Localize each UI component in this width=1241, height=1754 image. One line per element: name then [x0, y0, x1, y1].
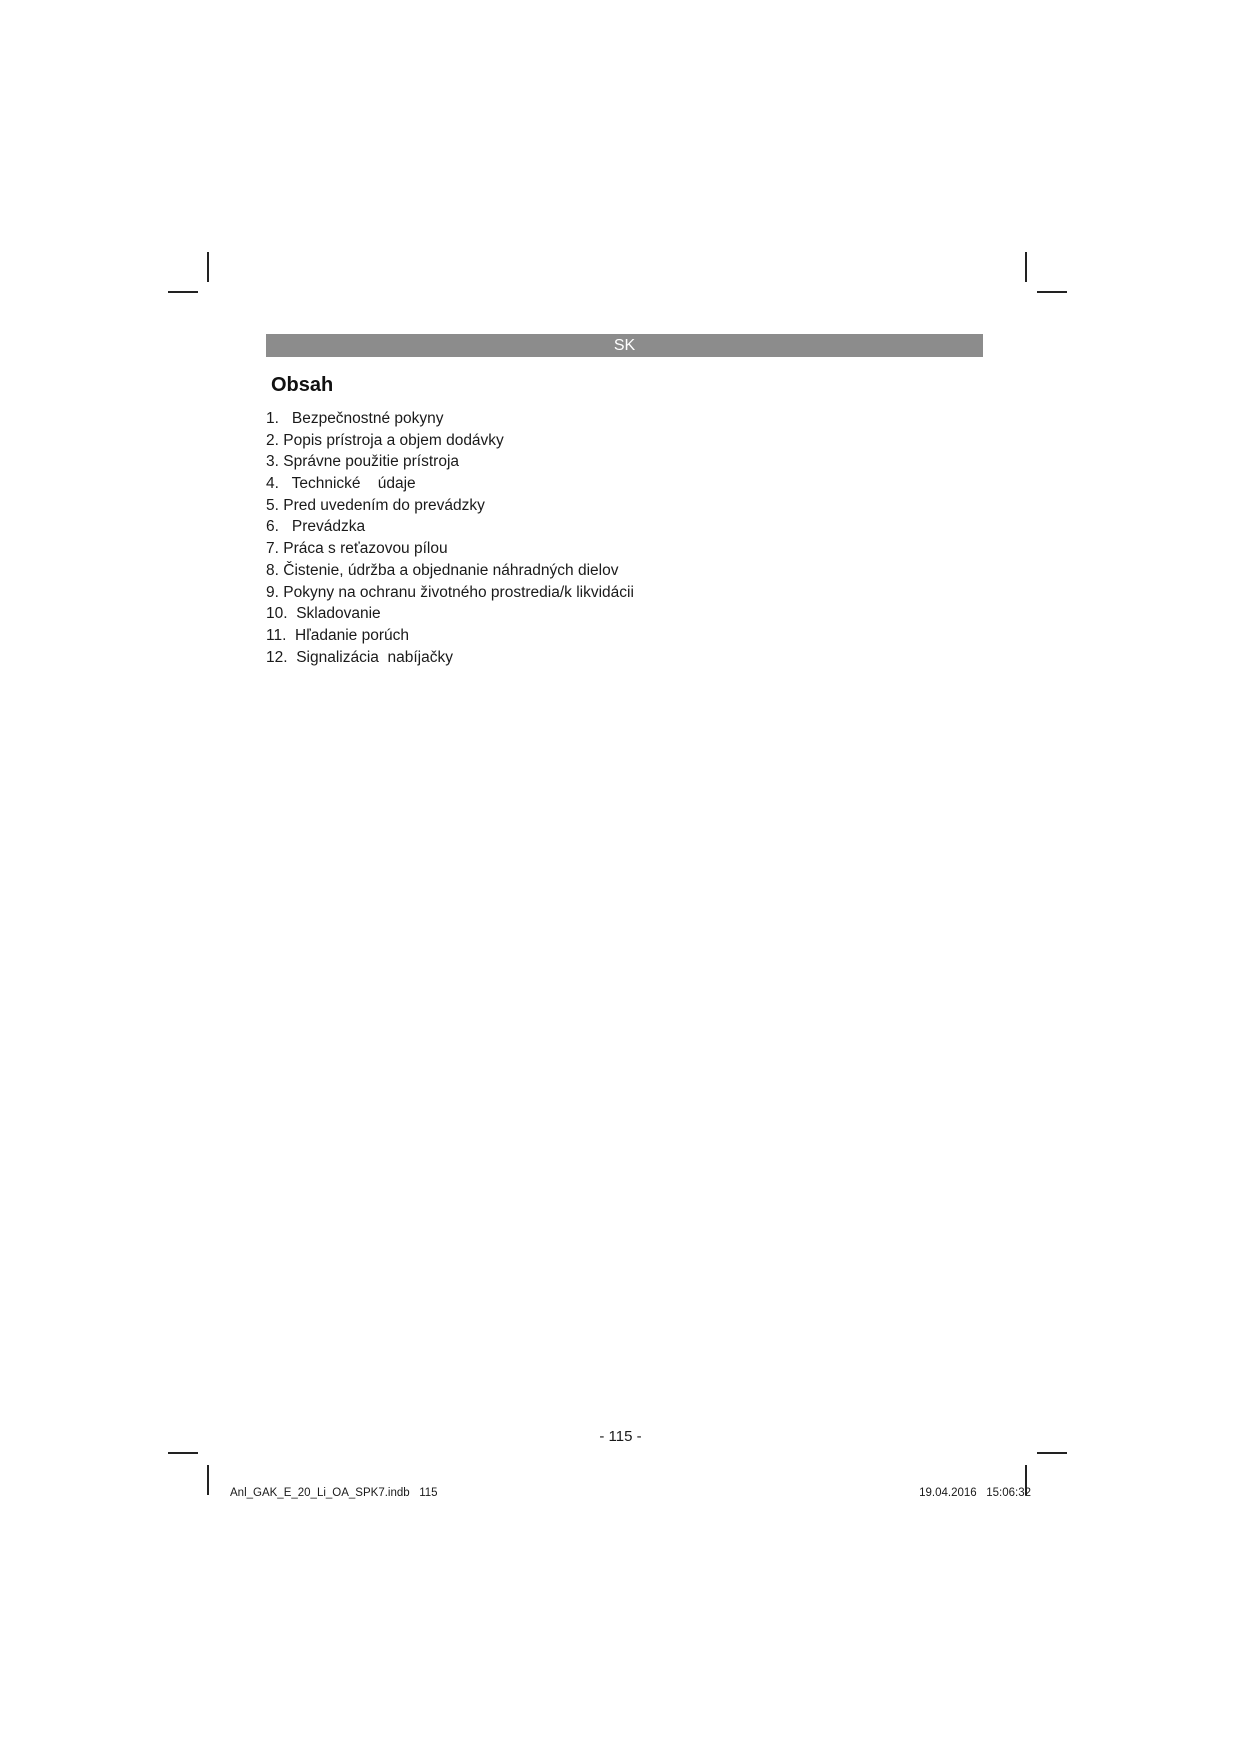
toc-item[interactable]: [266, 408, 634, 430]
print-slug-filename: Anl_GAK_E_20_Li_OA_SPK7.indb 115: [230, 1487, 438, 1499]
toc-item[interactable]: [266, 495, 634, 517]
toc-item-label: Popis prístroja a objem dodávky: [283, 431, 504, 449]
page-title: Obsah: [271, 374, 334, 396]
page-number: - 115 -: [599, 1428, 642, 1445]
toc-item-gap: [279, 475, 292, 492]
toc-item[interactable]: [266, 560, 634, 582]
toc-item[interactable]: [266, 625, 634, 647]
toc-item-gap: [279, 518, 292, 535]
toc-item-label: Práca s reťazovou pílou: [283, 540, 448, 558]
toc-item-label: Signalizácia nabíjačky: [296, 648, 453, 666]
toc-item-number: 7.: [266, 540, 279, 558]
toc-item-gap: [288, 649, 297, 666]
crop-mark-top-right-h: [1037, 291, 1067, 293]
crop-mark-top-right-v: [1025, 252, 1027, 282]
toc-item-gap: [288, 605, 297, 622]
language-code: SK: [613, 337, 636, 354]
crop-mark-top-left-h: [168, 291, 198, 293]
print-slug-timestamp: 19.04.2016 15:06:32: [919, 1487, 1031, 1499]
toc-item-number: 2.: [266, 431, 279, 449]
table-of-contents: [266, 408, 634, 668]
toc-item-label: Prevádzka: [291, 518, 366, 536]
toc-item-number: 6.: [266, 518, 279, 536]
language-header-bar: [266, 334, 983, 357]
toc-item-label: Pred uvedením do prevádzky: [283, 496, 485, 514]
toc-item-number: 3.: [266, 453, 279, 471]
toc-item[interactable]: [266, 603, 634, 625]
toc-item-number: 1.: [266, 410, 279, 427]
toc-item[interactable]: [266, 582, 634, 604]
crop-mark-top-left-v: [207, 252, 209, 282]
toc-item[interactable]: [266, 538, 634, 560]
crop-mark-bottom-left-h: [168, 1452, 198, 1454]
toc-item[interactable]: [266, 516, 634, 538]
toc-item[interactable]: [266, 430, 634, 452]
toc-item-number: 4.: [266, 475, 279, 493]
toc-item-gap: [279, 410, 292, 427]
toc-item[interactable]: [266, 473, 634, 495]
toc-item-number: 11.: [266, 626, 287, 644]
toc-item-label: Hľadanie porúch: [295, 626, 409, 644]
toc-item-label: Skladovanie: [296, 605, 381, 623]
toc-item[interactable]: [266, 451, 634, 473]
crop-mark-bottom-right-h: [1037, 1452, 1067, 1454]
toc-item-number: 12.: [266, 648, 288, 666]
toc-item-number: 10.: [266, 605, 288, 623]
toc-item-number: 8.: [266, 561, 279, 579]
toc-item-label: Bezpečnostné pokyny: [291, 410, 444, 427]
toc-item-label: Čistenie, údržba a objednanie náhradných dielov: [283, 561, 619, 579]
toc-item-label: Technické údaje: [291, 475, 416, 493]
toc-item-number: 9.: [266, 583, 279, 601]
toc-item-gap: [286, 627, 295, 644]
crop-mark-bottom-left-v: [207, 1465, 209, 1495]
toc-item-label: Pokyny na ochranu životného prostredia/k likvidácii: [283, 583, 634, 601]
toc-item[interactable]: [266, 647, 634, 669]
toc-item-number: 5.: [266, 496, 279, 514]
toc-item-label: Správne použitie prístroja: [283, 453, 460, 471]
